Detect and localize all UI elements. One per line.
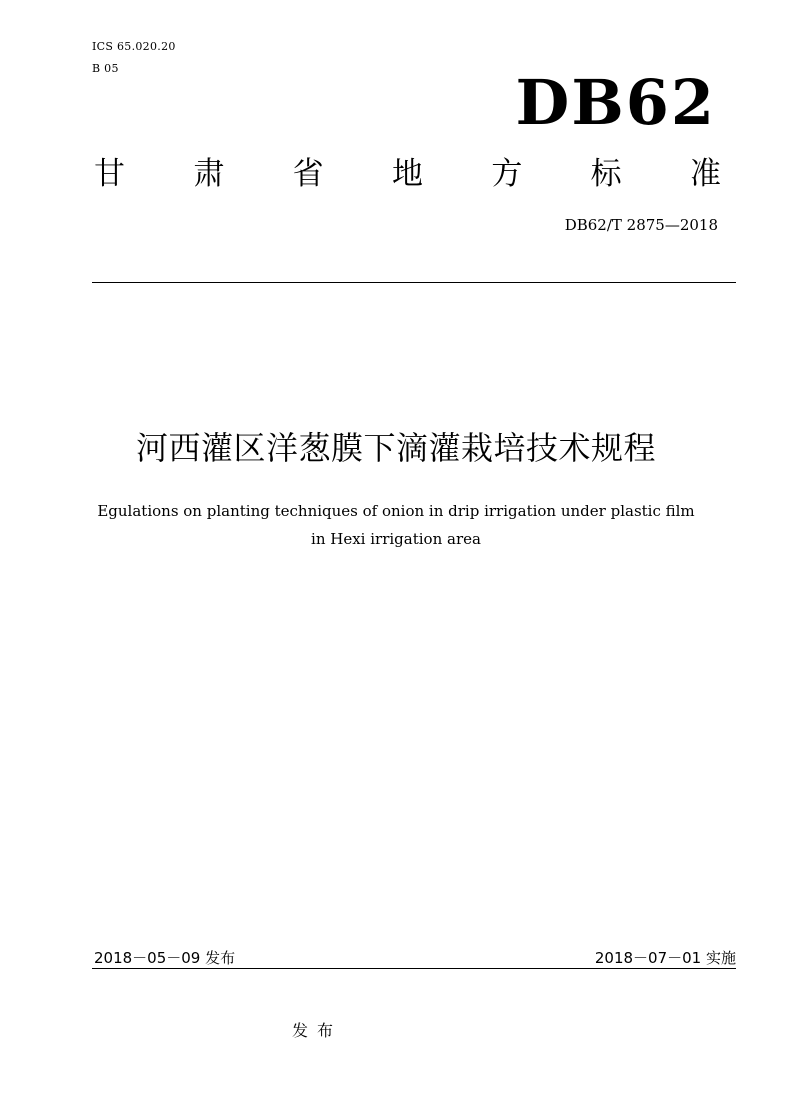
category-char: 地 xyxy=(391,156,423,192)
category-char: 肃 xyxy=(193,156,225,192)
english-title-line: Egulations on planting techniques of onion in drip irrigation under plastic film xyxy=(97,502,695,520)
document-title-english xyxy=(0,497,792,553)
category-char: 甘 xyxy=(94,156,125,192)
ics-code: ICS 65.020.20 xyxy=(92,40,176,53)
classification-code: B 05 xyxy=(92,62,119,75)
category-char: 省 xyxy=(292,156,324,192)
english-title-line: in Hexi irrigation area xyxy=(311,530,481,548)
standard-category xyxy=(94,154,721,194)
category-char: 准 xyxy=(689,156,721,192)
footer-divider xyxy=(92,968,736,969)
implementation-date: 2018－07－01 实施 xyxy=(594,949,736,967)
standard-logo: DB62 xyxy=(515,66,716,139)
publisher: 发布 xyxy=(292,1021,343,1040)
document-title-chinese: 河西灌区洋葱膜下滴灌栽培技术规程 xyxy=(135,429,656,467)
standard-number: DB62/T 2875—2018 xyxy=(564,216,718,234)
header-divider xyxy=(92,282,736,283)
issue-date: 2018－05－09 发布 xyxy=(94,949,236,967)
category-char: 标 xyxy=(590,156,622,192)
category-char: 方 xyxy=(491,156,523,192)
